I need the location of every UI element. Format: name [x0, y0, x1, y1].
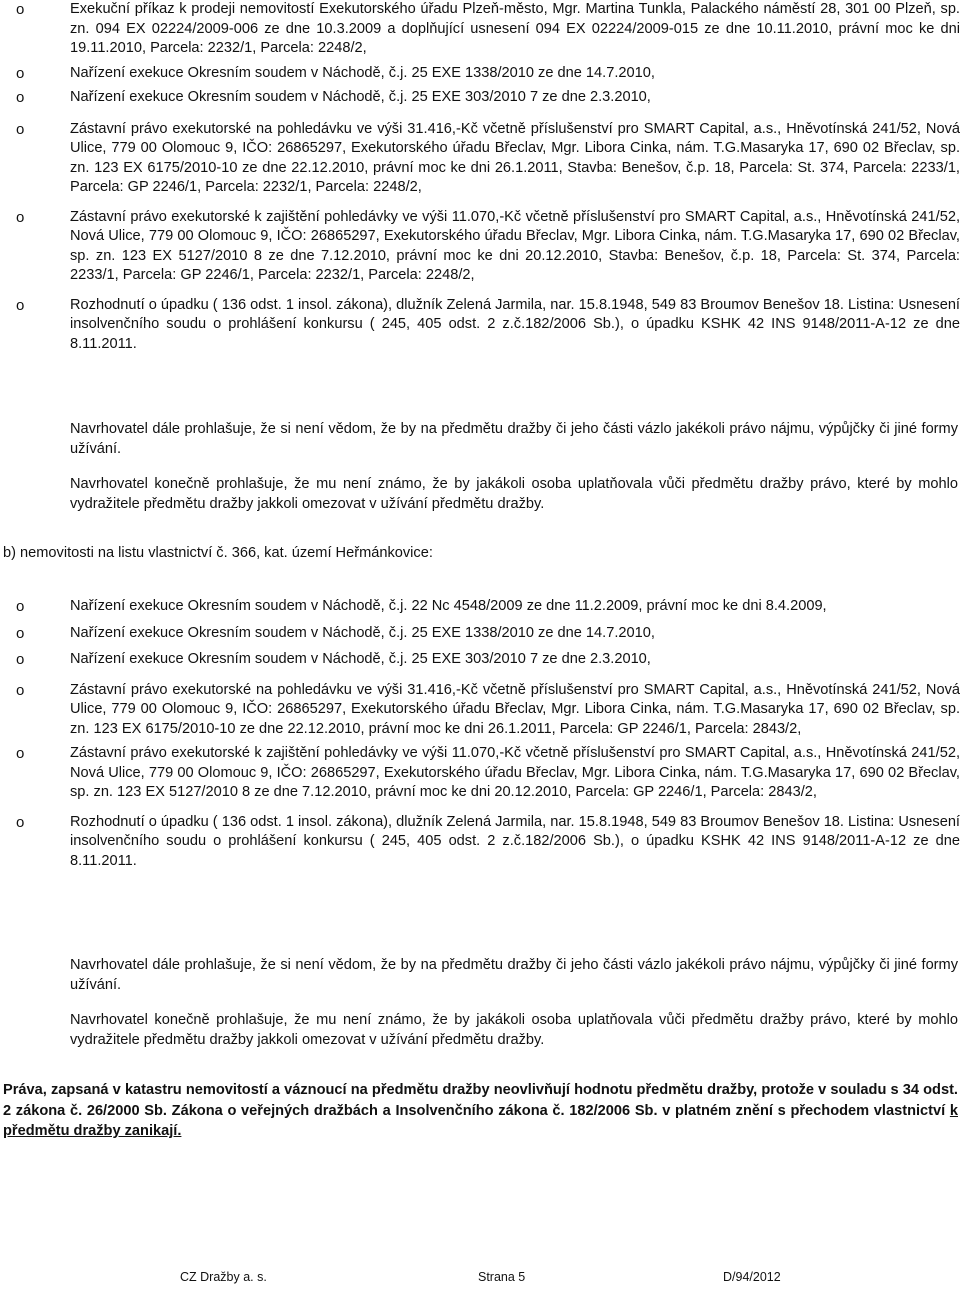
list-item-text: Nařízení exekuce Okresním soudem v Náchodě, č.j. 25 EXE 303/2010 7 ze dne 2.3.2010, [70, 89, 651, 105]
bullet-icon: o [16, 813, 25, 831]
list-item-text: Nařízení exekuce Okresním soudem v Náchodě, č.j. 25 EXE 1338/2010 ze dne 14.7.2010, [70, 624, 655, 641]
bullet-icon: o [16, 681, 25, 699]
list-item-text: Rozhodnutí o úpadku ( 136 odst. 1 insol. zákona), dlužník Zelená Jarmila, nar. 15.8.1948, 549 83 Broumov Benešov 18. Listina: Usnesení insolvenčního soudu o prohlášení konkursu ( 245, 405 odst. 2 z.č.182/2006 Sb.), o úpadku KSHK 42 INS 9148/2011-A-12 ze dne 8.11.2011. [70, 296, 960, 352]
list-item [12, 650, 960, 670]
list-item [12, 208, 960, 286]
footer-document-id: D/94/2012 [723, 1270, 781, 1284]
list-item-text: Nařízení exekuce Okresním soudem v Náchodě, č.j. 25 EXE 1338/2010 ze dne 14.7.2010, [70, 64, 655, 81]
bullet-icon: o [16, 624, 25, 642]
list-item [12, 64, 960, 84]
list-item-text: Nařízení exekuce Okresním soudem v Náchodě, č.j. 25 EXE 303/2010 7 ze dne 2.3.2010, [70, 651, 651, 667]
footer-page-number: Strana 5 [478, 1270, 526, 1284]
list-item-text: Nařízení exekuce Okresním soudem v Náchodě, č.j. 22 Nc 4548/2009 ze dne 11.2.2009, právní moc ke dni 8.4.2009, [70, 598, 827, 614]
bullet-icon: o [16, 89, 25, 106]
declaration-no-lease-b: Navrhovatel dále prohlašuje, že si není vědom, že by na předmětu dražby či jeho části vázlo jakékoli právo nájmu, výpůjčky či jiné formy užívání. [70, 957, 958, 993]
list-item-text: Zástavní právo exekutorské k zajištění pohledávky ve výši 11.070,-Kč včetně příslušenství pro SMART Capital, a.s., Hněvotínská 241/52, Nová Ulice, 779 00 Olomouc 9, IČO: 26865297, Exekutorského úřadu Břeclav, Mgr. Libora Cinka, nám. T.G.Masaryka 17, 690 02 Břeclav, sp. zn. 123 EX 5127/2010 8 ze dne 7.12.2010, právní moc ke dni 20.12.2010, Stavba: Benešov, č.p. 18, Parcela: St. 374, Parcela: 2233/1, Parcela: GP 2246/1, Parcela: 2232/1, Parcela: 2248/2, [70, 208, 960, 283]
list-item [12, 0, 960, 59]
list-item-text: Zástavní právo exekutorské na pohledávku ve výši 31.416,-Kč včetně příslušenství pro SMART Capital, a.s., Hněvotínská 241/52, Nová Ulice, 779 00 Olomouc 9, IČO: 26865297, Exekutorského úřadu Břeclav, Mgr. Libora Cinka, nám. T.G.Masaryka 17, 690 02 Břeclav, sp. zn. 123 EX 6175/2010-10 ze dne 22.12.2010, právní moc ke dni 26.1.2011, Parcela: GP 2246/1, Parcela: 2843/2, [70, 681, 960, 737]
declaration-no-lease-a: Navrhovatel dále prohlašuje, že si není vědom, že by na předmětu dražby či jeho části vázlo jakékoli právo nájmu, výpůjčky či jiné formy užívání. [70, 421, 958, 457]
rights-statement [3, 1080, 958, 1142]
bullet-icon: o [16, 296, 25, 314]
bullet-icon: o [16, 745, 25, 762]
list-item [12, 681, 960, 740]
list-item [12, 813, 960, 872]
list-item-text: Rozhodnutí o úpadku ( 136 odst. 1 insol. zákona), dlužník Zelená Jarmila, nar. 15.8.1948, 549 83 Broumov Benešov 18. Listina: Usnesení insolvenčního soudu o prohlášení konkursu ( 245, 405 odst. 2 z.č.182/2006 Sb.), o úpadku KSHK 42 INS 9148/2011-A-12 ze dne 8.11.2011. [70, 813, 960, 869]
rights-statement-text: Práva, zapsaná v katastru nemovitostí a váznoucí na předmětu dražby neovlivňují hodnotu předmětu dražby, protože v souladu s 34 odst. 2 zákona č. 26/2000 Sb. Zákona o veřejných dražbách a Insolvenčního zákona č. 182/2006 Sb. v platném znění s přechodem vlastnictví [3, 1082, 958, 1119]
list-item [12, 296, 960, 355]
list-item-text: Zástavní právo exekutorské k zajištění pohledávky ve výši 11.070,-Kč včetně příslušenství pro SMART Capital, a.s., Hněvotínská 241/52, Nová Ulice, 779 00 Olomouc 9, IČO: 26865297, Exekutorského úřadu Břeclav, Mgr. Libora Cinka, nám. T.G.Masaryka 17, 690 02 Břeclav, sp. zn. 123 EX 5127/2010 8 ze dne 7.12.2010, právní moc ke dni 20.12.2010, Parcela: GP 2246/1, Parcela: 2843/2, [70, 745, 960, 800]
bullet-icon: o [16, 120, 25, 138]
list-item [12, 120, 960, 198]
bullet-icon: o [16, 598, 25, 615]
bullet-icon: o [16, 1, 25, 18]
encumbrance-list-a [12, 0, 960, 354]
declaration-no-claim-b: Navrhovatel konečně prohlašuje, že mu není známo, že by jakákoli osoba uplatňovala vůči předmětu dražby právo, které by mohlo vydražitele předmětu dražby jakkoli omezovat v užívání předmětu dražby. [70, 1012, 958, 1048]
list-item [12, 744, 960, 803]
list-item [12, 597, 960, 617]
declaration-no-claim-a: Navrhovatel konečně prohlašuje, že mu není známo, že by jakákoli osoba uplatňovala vůči předmětu dražby právo, které by mohlo vydražitele předmětu dražby jakkoli omezovat v užívání předmětu dražby. [70, 476, 958, 512]
bullet-icon: o [16, 64, 25, 82]
encumbrance-list-b [12, 597, 960, 871]
footer-company: CZ Dražby a. s. [180, 1270, 267, 1284]
section-heading-b: b) nemovitosti na listu vlastnictví č. 366, kat. území Heřmánkovice: [3, 545, 433, 561]
bullet-icon: o [16, 651, 25, 668]
list-item-text: Zástavní právo exekutorské na pohledávku ve výši 31.416,-Kč včetně příslušenství pro SMART Capital, a.s., Hněvotínská 241/52, Nová Ulice, 779 00 Olomouc 9, IČO: 26865297, Exekutorského úřadu Břeclav, Mgr. Libora Cinka, nám. T.G.Masaryka 17, 690 02 Břeclav, sp. zn. 123 EX 6175/2010-10 ze dne 22.12.2010, právní moc ke dni 26.1.2011, Stavba: Benešov, č.p. 18, Parcela: St. 374, Parcela: 2233/1, Parcela: GP 2246/1, Parcela: 2232/1, Parcela: 2248/2, [70, 120, 960, 195]
list-item [12, 88, 960, 108]
bullet-icon: o [16, 208, 25, 226]
list-item [12, 624, 960, 644]
rights-statement-underlined: k předmětu dražby zanikají. [3, 1102, 958, 1139]
list-item-text: Exekuční příkaz k prodeji nemovitostí Exekutorského úřadu Plzeň-město, Mgr. Martina Tunkla, Palackého náměstí 28, 301 00 Plzeň, sp. zn. 094 EX 02224/2009-006 ze dne 10.3.2009 a doplňující usnesení 094 EX 02224/2009-015 ze dne 10.11.2010, právní moc ke dni 19.11.2010, Parcela: 2232/1, Parcela: 2248/2, [70, 1, 960, 56]
